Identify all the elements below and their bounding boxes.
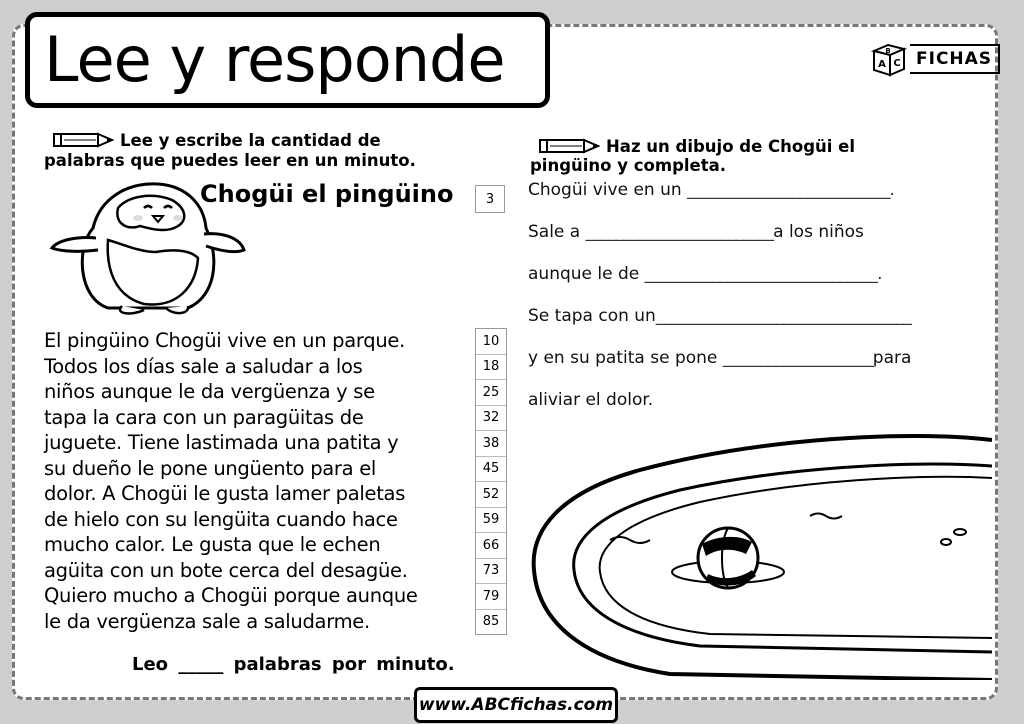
fill-line[interactable]: Chogüi vive en un ___________________________. <box>528 180 894 200</box>
word-count-cell: 38 <box>476 431 506 457</box>
website-url[interactable]: www.ABCfichas.com <box>414 687 618 723</box>
word-count-cell: 32 <box>476 406 506 432</box>
reading-speed-line <box>132 654 455 675</box>
fill-line: aliviar el dolor. <box>528 390 654 410</box>
pencil-icon <box>44 130 114 150</box>
title-box <box>25 12 550 108</box>
right-instruction-line1: Haz un dibujo de Chogüi el <box>606 137 856 156</box>
story-title: Chogüi el pingüino <box>200 180 454 208</box>
abc-cube-icon <box>870 41 910 77</box>
story-line: agüita con un bote cerca del desagüe. <box>44 558 408 582</box>
fill-line[interactable]: y en su patita se pone ____________________para <box>528 348 912 368</box>
right-instruction <box>530 136 950 175</box>
pool-illustration <box>530 430 992 680</box>
left-instruction-line2: palabras que puedes leer en un minuto. <box>44 151 416 170</box>
story-line: Todos los días sale a saludar a los <box>44 354 363 378</box>
word-count-cell: 45 <box>476 457 506 483</box>
title-word-count: 3 <box>475 185 505 213</box>
svg-text:A: A <box>878 59 886 70</box>
word-count-cell: 66 <box>476 533 506 559</box>
word-count-cell: 18 <box>476 355 506 381</box>
svg-text:C: C <box>893 58 901 69</box>
story-line: mucho calor. Le gusta que le echen <box>44 533 381 556</box>
story-line: le da vergüenza sale a saludarme. <box>44 609 370 633</box>
right-instruction-line2: pingüino y completa. <box>530 156 727 175</box>
word-count-cell: 52 <box>476 482 506 508</box>
story-line: de hielo con su lengüita cuando hace <box>44 507 398 531</box>
word-count-column <box>475 328 507 635</box>
abcfichas-logo <box>870 42 1000 76</box>
logo-word: FICHAS <box>910 44 1000 74</box>
word-count-cell: 85 <box>482 614 500 630</box>
story-line: juguete. Tiene lastimada una patita y <box>44 431 399 454</box>
word-count-cell: 25 <box>476 380 506 406</box>
reading-blank[interactable]: _____ <box>178 654 224 675</box>
fill-line[interactable]: Sale a _________________________a los niños <box>528 222 864 242</box>
story-line: dolor. A Chogüi le gusta lamer paletas <box>44 482 406 505</box>
story-line: Quiero mucho a Chogüi porque aunque <box>44 584 418 607</box>
story-line: El pingüino Chogüi vive en un parque. <box>44 329 405 352</box>
pencil-icon <box>530 136 600 156</box>
word-count-cell: 59 <box>476 508 506 534</box>
fill-line[interactable]: Se tapa con un__________________________________ <box>528 306 911 326</box>
word-count-cell: 79 <box>476 584 506 610</box>
fill-line[interactable]: aunque le de _______________________________. <box>528 264 882 284</box>
left-instruction-line1: Lee y escribe la cantidad de <box>120 131 381 150</box>
story-line: tapa la cara con un paragüitas de <box>44 405 364 429</box>
word-count-cell: 73 <box>476 559 506 585</box>
story-line: niños aunque le da vergüenza y se <box>44 380 375 403</box>
left-instruction <box>44 130 484 171</box>
reading-prefix: Leo <box>132 654 169 675</box>
page-title: Lee y responde <box>44 23 505 96</box>
word-count-cell: 10 <box>476 329 506 355</box>
story-text <box>44 328 474 634</box>
svg-text:B: B <box>885 47 891 55</box>
reading-suffix: palabras por minuto. <box>233 654 455 675</box>
story-line: su dueño le pone ungüento para el <box>44 456 377 480</box>
